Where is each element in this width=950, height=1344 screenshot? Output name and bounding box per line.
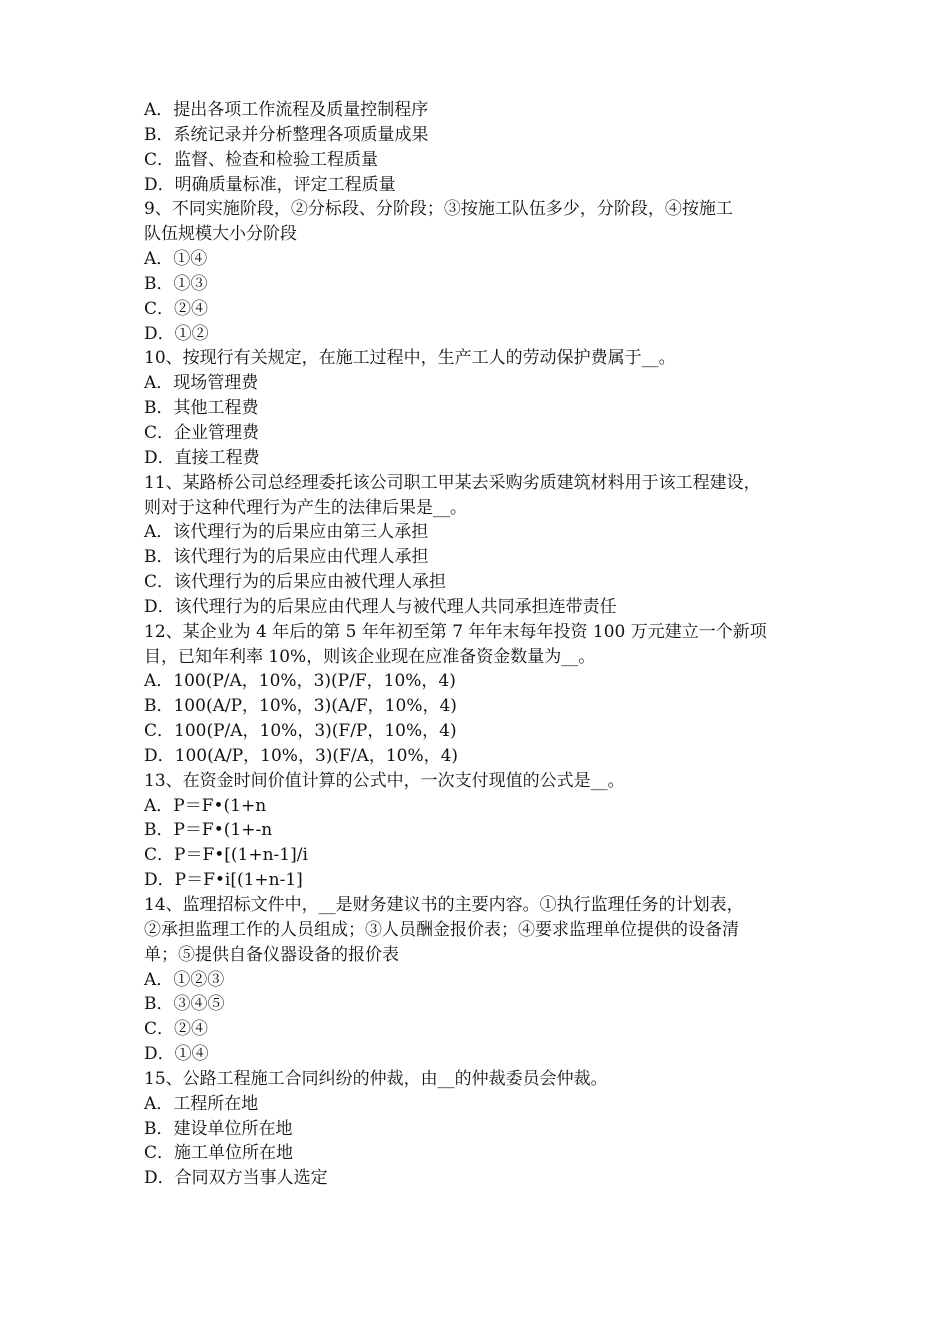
option-line: D．合同双方当事人选定 — [144, 1168, 328, 1189]
option-line: D．①② — [144, 323, 209, 344]
option-line: C．施工单位所在地 — [144, 1143, 294, 1164]
option-line: A．P＝F•(1+n — [144, 795, 267, 816]
question-line: 单；⑤提供自备仪器设备的报价表 — [144, 944, 399, 965]
option-line: D．①④ — [144, 1044, 209, 1065]
option-line: B．③④⑤ — [144, 994, 225, 1015]
option-line: D．P＝F•i[(1+n-1] — [144, 870, 303, 891]
text-line: A．提出各项工作流程及质量控制程序 — [144, 100, 429, 120]
option-line: A．该代理行为的后果应由第三人承担 — [144, 522, 429, 543]
text-line: C．监督、检查和检验工程质量 — [144, 149, 379, 170]
question-line: ②承担监理工作的人员组成；③人员酬金报价表；④要求监理单位提供的设备清 — [144, 919, 739, 940]
option-line: A．工程所在地 — [144, 1093, 259, 1114]
option-line: B．①③ — [144, 273, 208, 294]
option-line: C．企业管理费 — [144, 422, 260, 443]
option-line: A．①②③ — [144, 969, 225, 990]
option-line: A．现场管理费 — [144, 373, 259, 394]
option-line: B．该代理行为的后果应由代理人承担 — [144, 547, 429, 568]
document-page — [144, 98, 834, 1191]
question-line: 15、公路工程施工合同纠纷的仲裁，由__的仲裁委员会仲裁。 — [144, 1068, 608, 1089]
question-line: 目，已知年利率 10%，则该企业现在应准备资金数量为__。 — [144, 646, 596, 667]
option-line: C．100(P/A，10%，3)(F/P，10%，4) — [144, 721, 457, 742]
text-line: B．系统记录并分析整理各项质量成果 — [144, 124, 429, 145]
option-line: B．P＝F•(1+-n — [144, 820, 273, 841]
option-line: B．其他工程费 — [144, 398, 259, 419]
option-line: D．该代理行为的后果应由代理人与被代理人共同承担连带责任 — [144, 596, 617, 617]
option-line: A．①④ — [144, 249, 208, 270]
question-line: 13、在资金时间价值计算的公式中，一次支付现值的公式是__。 — [144, 770, 625, 791]
question-line: 10、按现行有关规定，在施工过程中，生产工人的劳动保护费属于__。 — [144, 348, 676, 369]
option-line: C．该代理行为的后果应由被代理人承担 — [144, 572, 447, 593]
option-line: C．②④ — [144, 298, 209, 319]
text-line: D．明确质量标准，评定工程质量 — [144, 174, 396, 195]
question-line: 12、某企业为 4 年后的第 5 年年初至第 7 年年末每年投资 100 万元建立一个新项 — [144, 621, 767, 642]
question-line: 11、某路桥公司总经理委托该公司职工甲某去采购劣质建筑材料用于该工程建设， — [144, 472, 761, 493]
option-line: B．建设单位所在地 — [144, 1118, 293, 1139]
question-line: 队伍规模大小分阶段 — [144, 224, 297, 245]
option-line: A．100(P/A，10%，3)(P/F，10%，4) — [144, 671, 456, 692]
question-line: 则对于这种代理行为产生的法律后果是__。 — [144, 497, 467, 518]
option-line: C．P＝F•[(1+n-1]/i — [144, 845, 308, 866]
question-line: 9、不同实施阶段，②分标段、分阶段；③按施工队伍多少，分阶段，④按施工 — [144, 199, 733, 220]
option-line: C．②④ — [144, 1019, 209, 1040]
question-line: 14、监理招标文件中，__是财务建议书的主要内容。①执行监理任务的计划表， — [144, 895, 744, 915]
option-line: D．100(A/P，10%，3)(F/A，10%，4) — [144, 745, 459, 766]
option-line: D．直接工程费 — [144, 447, 260, 468]
option-line: B．100(A/P，10%，3)(A/F，10%，4) — [144, 696, 457, 717]
